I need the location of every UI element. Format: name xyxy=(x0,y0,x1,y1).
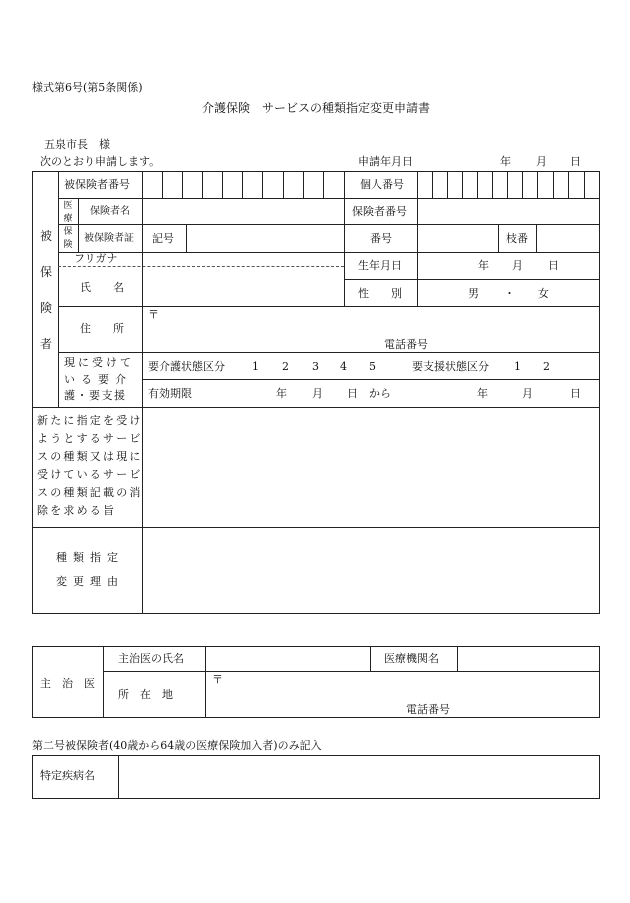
application-date-label: 申請年月日 xyxy=(358,155,413,168)
doctor-section-label: 主 治 医 xyxy=(40,677,95,690)
valid-to-day: 日 xyxy=(570,387,581,400)
furigana-label: フリガナ xyxy=(74,252,118,265)
second-insured-note: 第二号被保険者(40歳から64歳の医療保険加入者)のみ記入 xyxy=(32,739,322,752)
address-postal-mark: 〒 xyxy=(148,308,159,321)
care-level-option-1: 1 xyxy=(252,360,259,373)
birth-date-label: 生年月日 xyxy=(358,259,402,272)
birth-day-label: 日 xyxy=(548,259,559,272)
valid-from-day: 日 xyxy=(347,387,358,400)
sex-female-option: 女 xyxy=(538,287,549,300)
care-label-line-3: 護・要支援 xyxy=(64,389,127,402)
form-title: 介護保険 サービスの種類指定変更申請書 xyxy=(202,101,431,115)
doctor-location-label: 所 在 地 xyxy=(118,688,173,701)
care-level-option-2: 2 xyxy=(282,360,289,373)
support-level-option-1: 1 xyxy=(514,360,521,373)
insured-number-label: 被保険者番号 xyxy=(64,178,130,191)
card-branch-label: 枝番 xyxy=(506,232,528,245)
sex-label: 性 別 xyxy=(358,287,402,300)
care-label-line-1: 現に受けて xyxy=(64,356,134,369)
insurer-name-label: 保険者名 xyxy=(90,206,130,217)
date-year-label: 年 xyxy=(500,155,511,168)
care-level-option-3: 3 xyxy=(312,360,319,373)
insured-section-label-1: 被 xyxy=(40,229,53,243)
name-label: 氏 名 xyxy=(80,281,124,294)
insured-section-label-3: 険 xyxy=(40,301,53,315)
intro-text: 次のとおり申請します。 xyxy=(40,155,161,168)
insured-section-label-4: 者 xyxy=(40,337,53,351)
doctor-name-label: 主治医の氏名 xyxy=(118,652,184,665)
birth-year-label: 年 xyxy=(478,259,489,272)
support-level-label: 要支援状態区分 xyxy=(412,360,489,373)
address-phone-label: 電話番号 xyxy=(384,338,428,351)
valid-from-month: 月 xyxy=(312,387,323,400)
birth-month-label: 月 xyxy=(512,259,523,272)
care-level-option-5: 5 xyxy=(369,360,376,373)
doctor-phone-label: 電話番号 xyxy=(406,703,450,716)
insurance-card-label: 被保険者証 xyxy=(84,233,134,244)
insurer-number-label: 保険者番号 xyxy=(352,205,407,218)
address-label: 住 所 xyxy=(80,322,124,335)
sex-male-option: 男 xyxy=(468,287,479,300)
valid-period-label: 有効期限 xyxy=(148,387,192,400)
date-month-label: 月 xyxy=(536,155,547,168)
card-symbol-label: 記号 xyxy=(152,232,174,245)
medical-institution-label: 医療機関名 xyxy=(384,652,439,665)
specific-disease-label: 特定疾病名 xyxy=(40,769,95,782)
valid-from-year: 年 xyxy=(276,387,287,400)
personal-number-label: 個人番号 xyxy=(360,178,404,191)
insured-section-label-2: 保 xyxy=(40,265,53,279)
form-number: 様式第6号(第5条関係) xyxy=(32,81,143,94)
addressee: 五泉市長 様 xyxy=(44,138,110,151)
medical-insurance-label: 医 療 保 険 xyxy=(63,201,73,250)
card-number-label: 番号 xyxy=(370,232,392,245)
sex-separator: ・ xyxy=(504,287,515,300)
care-level-option-4: 4 xyxy=(340,360,347,373)
valid-from-suffix: から xyxy=(369,387,391,400)
support-level-option-2: 2 xyxy=(543,360,550,373)
date-day-label: 日 xyxy=(570,155,581,168)
change-reason-label-line-1: 種類指定 xyxy=(56,551,124,564)
service-change-request-label: 新たに指定を受けようとするサービスの種類又は現に受けているサービスの種類記載の消除を求める旨 xyxy=(37,414,143,517)
valid-to-year: 年 xyxy=(477,387,488,400)
valid-to-month: 月 xyxy=(522,387,533,400)
doctor-postal-mark: 〒 xyxy=(212,673,223,686)
care-level-label: 要介護状態区分 xyxy=(148,360,225,373)
care-label-line-2: いる要介 xyxy=(64,373,132,386)
change-reason-label-line-2: 変更理由 xyxy=(56,575,124,588)
